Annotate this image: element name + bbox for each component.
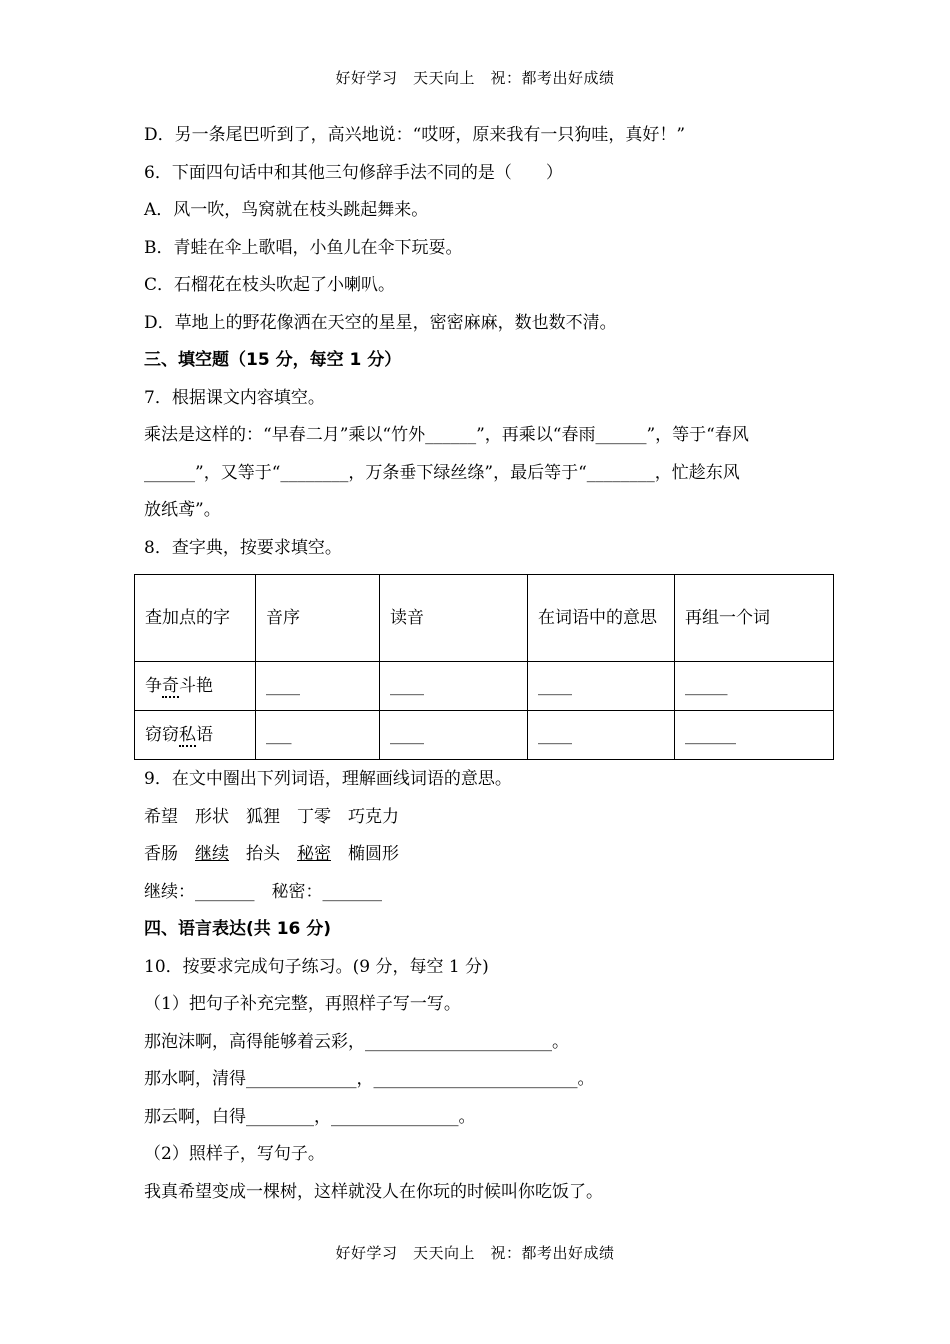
word-part: 窃窃 <box>145 725 179 745</box>
question-9: 9．在文中圈出下列词语，理解画线词语的意思。 <box>144 769 512 789</box>
table-blank-cell[interactable]: _____ <box>675 662 834 711</box>
question-9-answer[interactable]: 继续：_______ 秘密：_______ <box>144 881 382 902</box>
section-4-title: 四、语言表达(共 16 分) <box>144 919 332 939</box>
word-part: 语 <box>196 725 213 745</box>
question-9-words-line1: 希望 形状 狐狸 丁零 巧克力 <box>144 806 399 827</box>
table-row <box>135 662 834 711</box>
table-blank-cell[interactable]: ____ <box>256 662 380 711</box>
question-10-part1-a[interactable]: 那泡沫啊，高得能够着云彩，______________________。 <box>144 1031 569 1052</box>
option-b-q6: B．青蛙在伞上歌唱，小鱼儿在伞下玩耍。 <box>144 237 463 258</box>
word-plain: 椭圆形 <box>348 844 399 864</box>
question-10: 10．按要求完成句子练习。(9 分，每空 1 分) <box>144 956 489 977</box>
dotted-char: 奇 <box>162 676 179 696</box>
table-blank-cell[interactable]: ____ <box>380 711 528 760</box>
word-underlined: 继续 <box>195 844 229 864</box>
word-plain: 香肠 <box>144 844 178 864</box>
question-6: 6．下面四句话中和其他三句修辞手法不同的是（ ） <box>144 162 563 183</box>
question-10-part1-b[interactable]: 那水啊，清得_____________，________________________。 <box>144 1069 595 1089</box>
dotted-char: 私 <box>179 725 196 745</box>
table-blank-cell[interactable]: ____ <box>528 662 675 711</box>
table-header-cell: 音序 <box>256 575 380 662</box>
table-word-cell <box>135 711 256 760</box>
document-body <box>144 122 834 1216</box>
table-header-cell: 在词语中的意思 <box>528 575 675 662</box>
word-part: 争 <box>145 676 162 696</box>
dictionary-table <box>134 574 834 760</box>
question-9-words-line2 <box>144 841 834 879</box>
option-c-q6: C．石榴花在枝头吹起了小喇叭。 <box>144 275 396 295</box>
question-7-text-line3: 放纸鸢”。 <box>144 500 221 520</box>
table-blank-cell[interactable]: ____ <box>380 662 528 711</box>
question-7-text-line2: ______”，又等于“________，万条垂下绿丝绦”，最后等于“________，忙趁东风 <box>144 462 740 483</box>
word-underlined: 秘密 <box>297 844 331 864</box>
option-d-q6: D．草地上的野花像洒在天空的星星，密密麻麻，数也数不清。 <box>144 312 617 333</box>
table-blank-cell[interactable]: ______ <box>675 711 834 760</box>
page-header: 好好学习 天天向上 祝：都考出好成绩 <box>335 69 615 87</box>
table-header-cell: 读音 <box>380 575 528 662</box>
table-blank-cell[interactable]: ____ <box>528 711 675 760</box>
table-header-cell: 查加点的字 <box>135 575 256 662</box>
table-header-row <box>135 575 834 662</box>
question-8: 8．查字典，按要求填空。 <box>144 537 342 558</box>
option-a-q6: A．风一吹，鸟窝就在枝头跳起舞来。 <box>144 200 429 220</box>
question-10-part2: （2）照样子，写句子。 <box>144 1144 325 1164</box>
question-7-text-line1: 乘法是这样的：“早春二月”乘以“竹外______”，再乘以“春雨______”，等于“春风 <box>144 425 749 445</box>
question-7: 7．根据课文内容填空。 <box>144 387 325 408</box>
question-10-part1: （1）把句子补充完整，再照样子写一写。 <box>144 994 461 1014</box>
option-d-q5: D．另一条尾巴听到了，高兴地说：“哎呀，原来我有一只狗哇，真好！” <box>144 125 686 145</box>
word-part: 斗艳 <box>179 676 213 696</box>
table-header-cell: 再组一个词 <box>675 575 834 662</box>
question-10-part2-a: 我真希望变成一棵树，这样就没人在你玩的时候叫你吃饭了。 <box>144 1181 603 1202</box>
table-blank-cell[interactable]: ___ <box>256 711 380 760</box>
page-footer: 好好学习 天天向上 祝：都考出好成绩 <box>335 1244 615 1262</box>
word-plain: 抬头 <box>246 844 280 864</box>
section-3-title: 三、填空题（15 分，每空 1 分） <box>144 350 402 370</box>
table-row <box>135 711 834 760</box>
table-word-cell <box>135 662 256 711</box>
question-10-part1-c[interactable]: 那云啊，白得________，_______________。 <box>144 1106 476 1127</box>
